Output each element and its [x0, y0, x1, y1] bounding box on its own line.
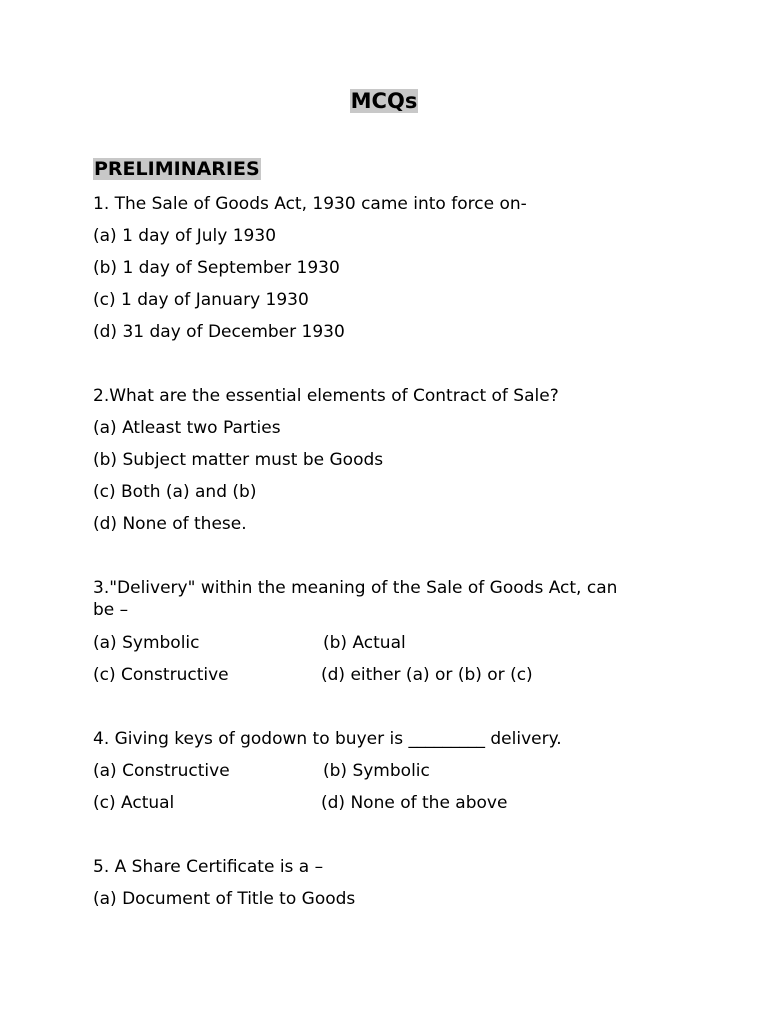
section-heading — [93, 157, 261, 182]
question-1-option-d: (d) 31 day of December 1930 — [93, 322, 345, 342]
question-3-option-b: (b) Actual — [323, 633, 406, 653]
question-4-option-a: (a) Constructive — [93, 761, 230, 781]
question-5-option-a: (a) Document of Title to Goods — [93, 889, 356, 909]
question-2-option-c: (c) Both (a) and (b) — [93, 482, 257, 502]
question-1-option-c: (c) 1 day of January 1930 — [93, 290, 309, 310]
question-3-option-d: (d) either (a) or (b) or (c) — [321, 665, 533, 685]
question-3-line-2: be – — [93, 600, 129, 620]
page-title — [0, 88, 768, 114]
question-4: 4. Giving keys of godown to buyer is _________ delivery. — [93, 729, 562, 749]
question-2-option-b: (b) Subject matter must be Goods — [93, 450, 384, 470]
question-3-line-1: 3."Delivery" within the meaning of the Sale of Goods Act, can — [93, 578, 618, 598]
question-4-option-b: (b) Symbolic — [323, 761, 430, 781]
question-4-option-c: (c) Actual — [93, 793, 175, 813]
question-2-option-d: (d) None of these. — [93, 514, 247, 534]
question-4-option-d: (d) None of the above — [321, 793, 508, 813]
section-heading-text: PRELIMINARIES — [94, 158, 260, 180]
question-1: 1. The Sale of Goods Act, 1930 came into force on- — [93, 194, 527, 214]
question-5: 5. A Share Certificate is a – — [93, 857, 324, 877]
page-title-text: MCQs — [350, 89, 418, 113]
question-1-option-a: (a) 1 day of July 1930 — [93, 226, 277, 246]
question-3-option-c: (c) Constructive — [93, 665, 229, 685]
question-1-option-b: (b) 1 day of September 1930 — [93, 258, 340, 278]
question-2-option-a: (a) Atleast two Parties — [93, 418, 281, 438]
question-3-option-a: (a) Symbolic — [93, 633, 200, 653]
question-2: 2.What are the essential elements of Contract of Sale? — [93, 386, 559, 406]
